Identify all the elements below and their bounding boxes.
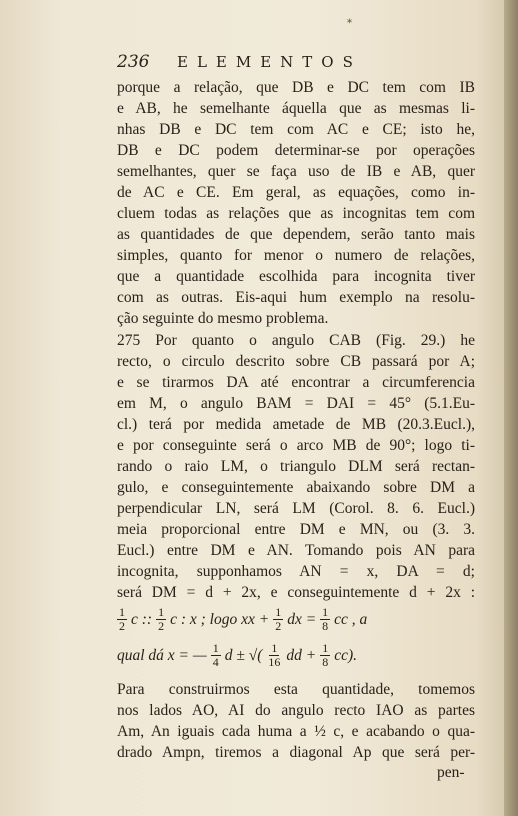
fraction: $\frac{1}{8}$ (322, 641, 329, 669)
fraction: $\frac{1}{4}$ (212, 641, 219, 669)
fraction: $\frac{1}{2}$ (275, 605, 282, 633)
equation-2: qual dá x = — $\frac{1}{4}$ d ± √( $\frac{1}{16}$ dd + $\frac{1}{8}$ cc). (117, 641, 358, 669)
text-line: nos lados AO, AI do angulo recto IAO as partes (117, 702, 475, 719)
text-line: Eucl.) entre DM e AN. Tomando pois AN para (117, 542, 475, 559)
text-line: drado Ampn, tiremos a diagonal Ap que será per- (117, 744, 475, 761)
fraction: $\frac{1}{8}$ (322, 605, 329, 633)
text-line: gulo, e conseguintemente abaixando sobre DM a (117, 479, 475, 496)
catchword: pen- (437, 764, 465, 781)
text-line: as quantidades de que dependem, serão tanto mais (117, 226, 475, 243)
text-line: perpendicular LN, será LM (Corol. 8. 6. Eucl.) (117, 500, 475, 517)
running-title: ELEMENTOS (177, 53, 362, 71)
text-line: nhas DB e DC tem com AC e CE; isto he, (117, 121, 475, 138)
fraction: $\frac{1}{2}$ (158, 605, 165, 633)
text-line: simples, quanto for menor o numero de relações, (117, 247, 475, 264)
text-line: e se tirarmos DA até encontrar a circumferencia (117, 374, 475, 391)
text-line: Am, An iguais cada huma a ½ c, e acabando o qua- (117, 723, 475, 740)
text-line: 275 Por quanto o angulo CAB (Fig. 29.) he (117, 332, 475, 349)
page-number: 236 (117, 52, 150, 72)
equation-line (117, 642, 475, 676)
equation-line (117, 606, 475, 640)
text-line: e por conseguinte será o arco MB de 90°; logo ti- (117, 437, 475, 454)
text-line: de AC e CE. Em geral, as equações, como in- (117, 184, 475, 201)
page-header (117, 52, 477, 74)
fraction: $\frac{1}{2}$ (119, 605, 125, 633)
text-line: cluem todas as relações que as incognitas tem com (117, 205, 475, 222)
fraction: $\frac{1}{16}$ (268, 641, 281, 669)
text-line: incognita, supponhamos AN = x, DA = d; (117, 563, 475, 580)
equation-1: $\frac{1}{2}$ c :: $\frac{1}{2}$ c : x ; logo xx + $\frac{1}{2}$ dx = $\frac{1}{8}$ cc , a (119, 605, 368, 633)
text-line: semelhantes, quer se faça uso de IB e AB, quer (117, 163, 475, 180)
text-line: rando o raio LM, o triangulo DLM será rectan- (117, 458, 475, 475)
text-line: que a quantidade escolhida para incognita tiver (117, 268, 475, 285)
text-line: ção seguinte do mesmo problema. (117, 310, 329, 327)
text-line: será DM = d + 2x, e conseguintemente d + 2x : (117, 584, 475, 601)
text-line: cl.) terá por medida ametade de MB (20.3.Eucl.), (117, 416, 475, 433)
text-line: meia proporcional entre DM e MN, ou (3. 3. (117, 521, 475, 538)
page-edge (504, 0, 518, 816)
text-line: em M, o angulo BAM = DAI = 45° (5.1.Eu- (117, 395, 475, 412)
text-line: recto, o circulo descrito sobre CB passará por A; (117, 353, 475, 370)
text-line: DB e DC podem determinar-se por operações (117, 142, 475, 159)
text-line: com as outras. Eis-aqui hum exemplo na resolu- (117, 289, 475, 306)
text-line: Para construirmos esta quantidade, tomemos (117, 681, 475, 698)
text-line: e AB, he semelhante áquella que as mesmas li- (117, 100, 475, 117)
text-line: porque a relação, que DB e DC tem com IB (117, 79, 475, 96)
ornament-mark: * (347, 18, 352, 29)
